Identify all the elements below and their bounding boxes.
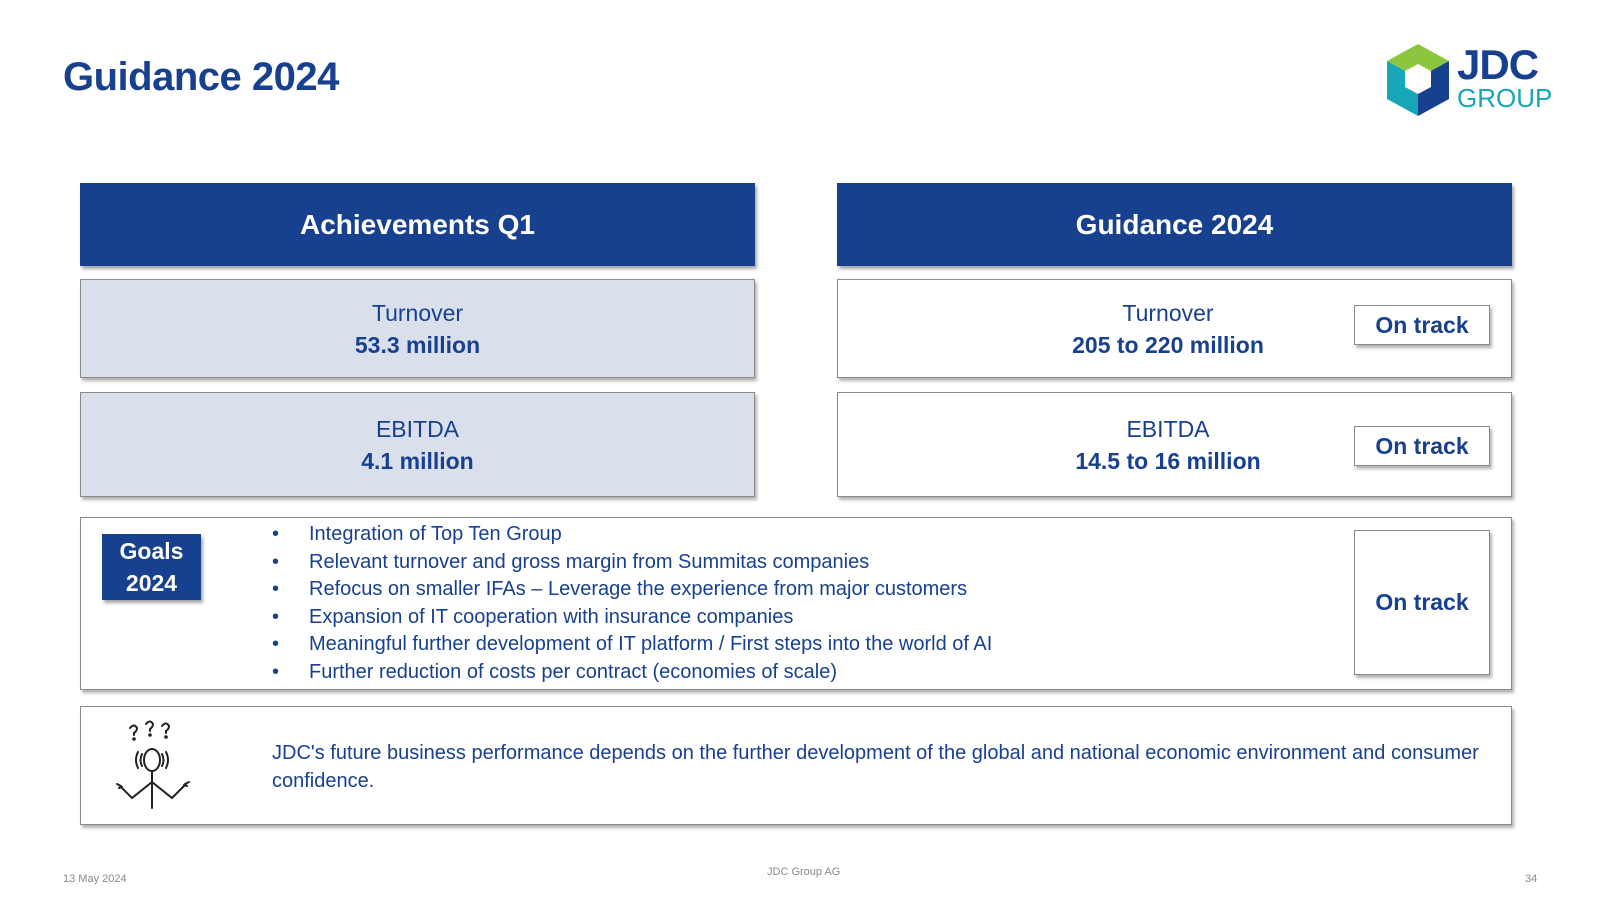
- page-title: Guidance 2024: [63, 55, 339, 99]
- goal-item: • Further reduction of costs per contract (economies of scale): [272, 659, 992, 687]
- guidance-turnover-label: Turnover: [1122, 299, 1214, 326]
- goal-item: • Expansion of IT cooperation with insurance companies: [272, 604, 992, 632]
- goal-item: • Refocus on smaller IFAs – Leverage the experience from major customers: [272, 576, 992, 604]
- jdc-group-logo: [1385, 42, 1555, 122]
- confused-person-icon: [114, 720, 194, 812]
- goal-item: • Relevant turnover and gross margin from Summitas companies: [272, 549, 992, 577]
- achievement-ebitda-value: 4.1 million: [361, 447, 474, 474]
- ebitda-status-badge: On track: [1354, 426, 1490, 466]
- achievement-turnover-label: Turnover: [371, 299, 464, 326]
- achievements-header: Achievements Q1: [80, 183, 755, 266]
- goals-status-badge: On track: [1354, 530, 1490, 675]
- goal-item: • Integration of Top Ten Group: [272, 521, 992, 549]
- goals-list: [272, 521, 992, 686]
- turnover-status-badge: On track: [1354, 305, 1490, 345]
- cube-logo-icon: [1385, 42, 1451, 118]
- goal-item: • Meaningful further development of IT platform / First steps into the world of AI: [272, 631, 992, 659]
- footer-page-number: 34: [1525, 873, 1538, 885]
- goals-badge: Goals 2024: [102, 534, 201, 600]
- guidance-turnover-value: 205 to 220 million: [1072, 331, 1264, 358]
- achievement-ebitda-box: [80, 392, 755, 497]
- achievement-turnover-value: 53.3 million: [354, 331, 481, 358]
- logo-text-jdc: JDC: [1457, 41, 1539, 88]
- guidance-ebitda-label: EBITDA: [1126, 415, 1210, 442]
- footer-date: 13 May 2024: [63, 873, 127, 885]
- logo-text-group: GROUP: [1457, 83, 1553, 113]
- risk-note-text: JDC's future business performance depends on the further development of the global and national economic environment and consumer confidence.: [272, 742, 1479, 792]
- achievement-turnover-box: [80, 279, 755, 378]
- footer-company: JDC Group AG: [767, 866, 841, 878]
- guidance-header: Guidance 2024: [837, 183, 1512, 266]
- achievement-ebitda-label: EBITDA: [375, 415, 460, 442]
- guidance-ebitda-value: 14.5 to 16 million: [1075, 447, 1261, 474]
